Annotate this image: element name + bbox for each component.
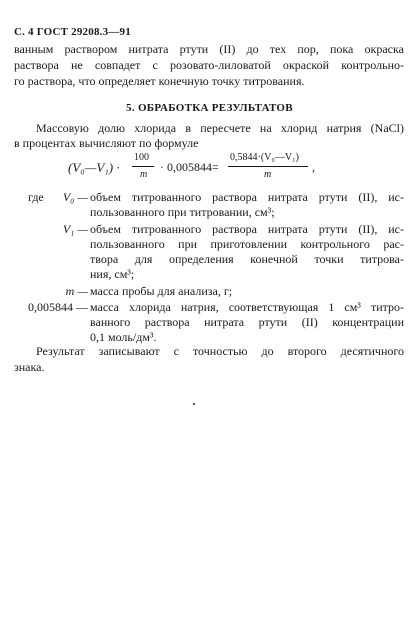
- formula-num2: 0,5844·(V₀—V₁): [230, 152, 299, 163]
- def-v1-line-4: ния, см³;: [90, 267, 135, 281]
- def-constant-line-1: масса хлорида натрия, соответствующая 1 см³ титро-: [90, 300, 404, 314]
- formula-lhs: (V₀—V₁) ·: [68, 160, 120, 175]
- def-v1-line-2: пользованного при приготовлении контрольного рас-: [90, 237, 404, 251]
- result-line-2: знака.: [14, 360, 45, 374]
- def-constant-line-3: 0,1 моль/дм³.: [90, 330, 157, 344]
- def-v1-line-3: твора для определения конечной точки титрова-: [90, 252, 404, 266]
- formula-num1: 100: [134, 152, 149, 163]
- def-v1-line-1: объем титрованного раствора нитрата ртути (II), ис-: [90, 222, 404, 236]
- formula-den2: m: [264, 169, 272, 180]
- def-symbol-constant: 0,005844 —: [28, 300, 88, 314]
- def-symbol-v1: V₁ —: [62, 222, 88, 236]
- formula-end: ,: [312, 160, 315, 174]
- def-text-v1: [90, 222, 404, 282]
- def-symbol-v0: V₀ —: [62, 190, 88, 204]
- intro-line-3: го раствора, что определяет конечную точку титрования.: [14, 74, 305, 88]
- page-header: С. 4 ГОСТ 29208.3—91: [14, 26, 131, 38]
- def-text-v0: [90, 190, 404, 220]
- section-title: 5. ОБРАБОТКА РЕЗУЛЬТАТОВ: [126, 102, 293, 114]
- formula-mid: · 0,005844=: [160, 160, 219, 174]
- def-m-line-1: масса пробы для анализа, г;: [90, 284, 233, 298]
- def-text-constant: [90, 300, 404, 345]
- para-line-2: в процентах вычисляют по формуле: [14, 136, 199, 150]
- result-line-1: Результат записывают с точностью до второго десятичного: [36, 344, 404, 358]
- def-v0-line-1: объем титрованного раствора нитрата ртути (II), ис-: [90, 190, 404, 204]
- stray-mark: [193, 403, 195, 405]
- formula-fraction-bar-1: [132, 166, 154, 167]
- intro-line-1: ванным раствором нитрата ртути (II) до тех пор, пока окраска: [14, 42, 404, 56]
- def-text-m: [90, 284, 404, 299]
- formula-fraction-bar-2: [228, 166, 308, 167]
- def-v0-line-2: пользованного при титровании, см³;: [90, 205, 275, 219]
- where-word: где: [28, 190, 44, 204]
- intro-line-2: раствора не совпадет с розовато-лиловатой окраской контрольно-: [14, 58, 404, 72]
- formula-den1: m: [140, 169, 148, 180]
- def-symbol-m: m —: [65, 284, 88, 298]
- def-constant-line-2: ванного раствора нитрата ртути (II) концентрации: [90, 315, 404, 329]
- formula: [68, 152, 368, 186]
- para-line-1: Массовую долю хлорида в пересчете на хлорид натрия (NaCl): [36, 121, 404, 135]
